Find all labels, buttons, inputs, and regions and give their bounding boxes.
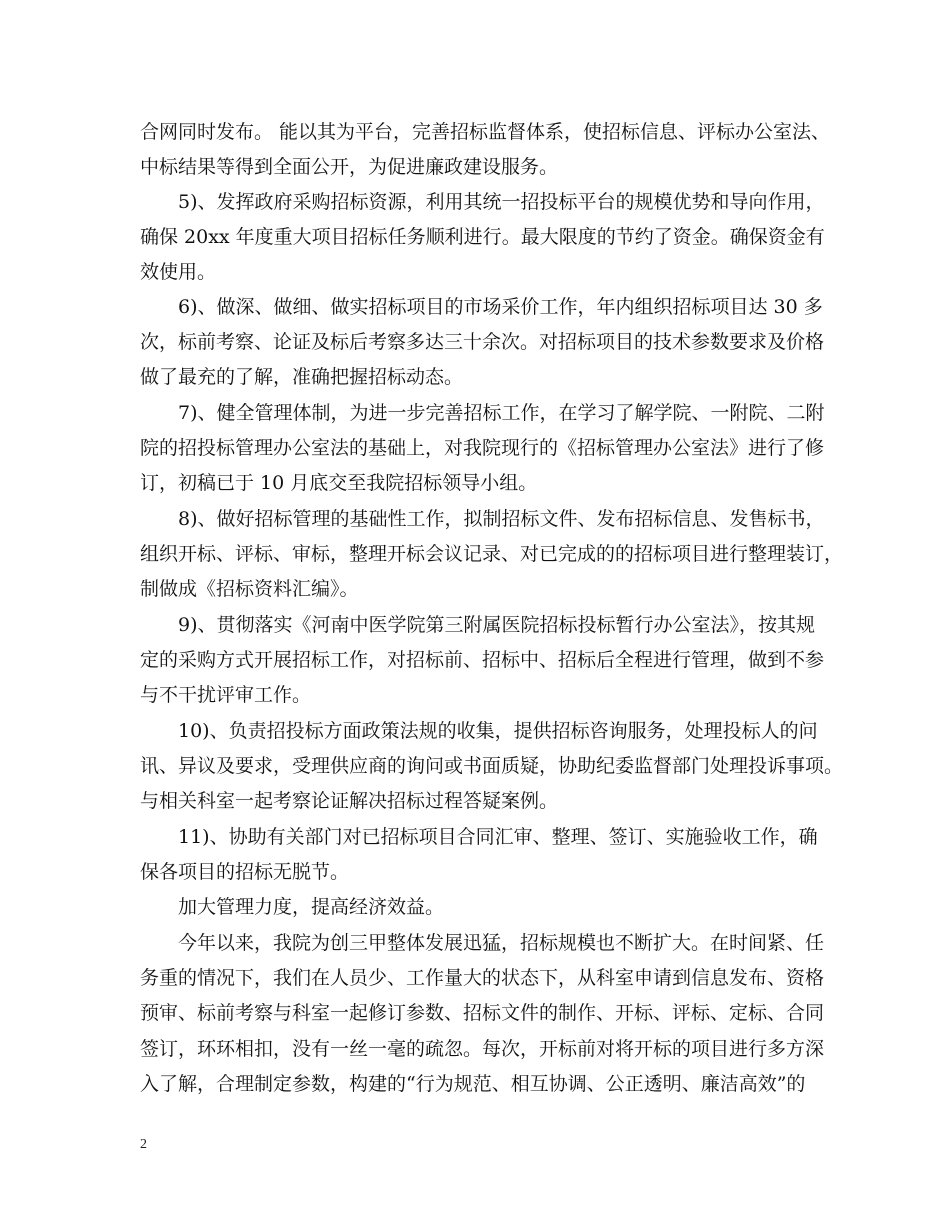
text-line: 入了解，合理制定参数，构建的“行为规范、相互协调、公正透明、廉洁高效”的 bbox=[140, 1073, 806, 1095]
text-line: 合网同时发布。 能以其为平台，完善招标监督体系，使招标信息、评标办公室法、 bbox=[140, 121, 831, 143]
text-line: 预审、标前考察与科室一起修订参数、招标文件的制作、开标、评标、定标、合同 bbox=[140, 1002, 825, 1024]
text-line: 与相关科室一起考察论证解决招标过程答疑案例。 bbox=[140, 790, 559, 812]
text-line: 讯、异议及要求，受理供应商的询问或书面质疑，协助纪委监督部门处理投诉事项。 bbox=[140, 755, 844, 777]
paragraph-10-start: 10)、负责招投标方面政策法规的收集，提供招标咨询服务，处理投标人的问 bbox=[178, 720, 818, 742]
text-line: 次，标前考察、论证及标后考察多达三十余次。对招标项目的技术参数要求及价格 bbox=[140, 331, 825, 353]
text-line: 务重的情况下，我们在人员少、工作量大的状态下，从科室申请到信息发布、资格 bbox=[140, 967, 825, 989]
text-line: 效使用。 bbox=[140, 261, 217, 283]
paragraph-9-start: 9)、贯彻落实《河南中医学院第三附属医院招标投标暂行办公室法》，按其规 bbox=[178, 614, 816, 636]
text-line: 定的采购方式开展招标工作，对招标前、招标中、招标后全程进行管理，做到不参 bbox=[140, 649, 825, 671]
text-line: 做了最充的了解，准确把握招标动态。 bbox=[140, 366, 464, 388]
section-heading: 加大管理力度，提高经济效益。 bbox=[178, 896, 445, 918]
text-line: 中标结果等得到全面公开，为促进廉政建设服务。 bbox=[140, 156, 559, 178]
text-line: 确保 20xx 年度重大项目招标任务顺利进行。最大限度的节约了资金。确保资金有 bbox=[140, 226, 825, 248]
page-number: 2 bbox=[140, 1137, 147, 1152]
text-line: 订，初稿已于 10 月底交至我院招标领导小组。 bbox=[140, 472, 538, 494]
paragraph-7-start: 7)、健全管理体制，为进一步完善招标工作，在学习了解学院、一附院、二附 bbox=[178, 402, 825, 424]
paragraph-5-start: 5)、发挥政府采购招标资源，利用其统一招投标平台的规模优势和导向作用， bbox=[178, 191, 825, 213]
text-line: 签订，环环相扣，没有一丝一毫的疏忽。每次，开标前对将开标的项目进行多方深 bbox=[140, 1038, 825, 1060]
text-line: 组织开标、评标、审标，整理开标会议记录、对已完成的的招标项目进行整理装订， bbox=[140, 543, 844, 565]
paragraph-8-start: 8)、做好招标管理的基础性工作，拟制招标文件、发布招标信息、发售标书， bbox=[178, 508, 825, 530]
paragraph-6-start: 6)、做深、做细、做实招标项目的市场采价工作，年内组织招标项目达 30 多 bbox=[178, 296, 823, 318]
text-line: 制做成《招标资料汇编》。 bbox=[140, 578, 359, 600]
paragraph-start: 今年以来，我院为创三甲整体发展迅猛，招标规模也不断扩大。在时间紧、任 bbox=[178, 932, 825, 954]
text-line: 保各项目的招标无脱节。 bbox=[140, 861, 350, 883]
text-line: 与不干扰评审工作。 bbox=[140, 684, 312, 706]
text-line: 院的招投标管理办公室法的基础上，对我院现行的《招标管理办公室法》进行了修 bbox=[140, 437, 825, 459]
paragraph-11-start: 11)、协助有关部门对已招标项目合同汇审、整理、签订、实施验收工作，确 bbox=[178, 826, 818, 848]
